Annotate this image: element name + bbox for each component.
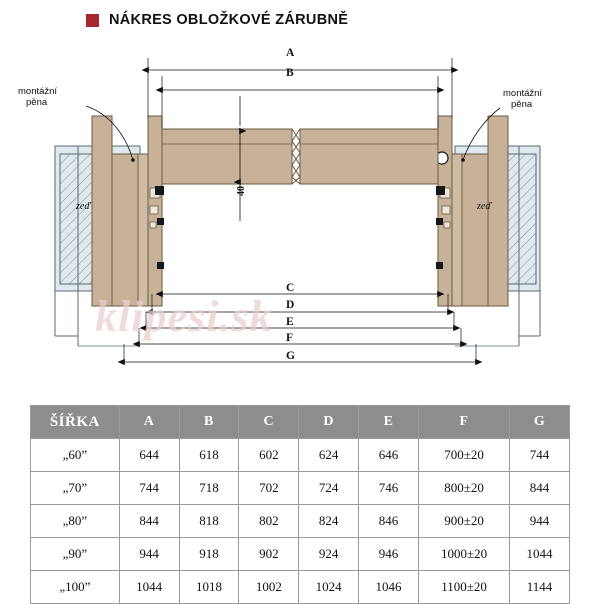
cell-sirka: „100” [31,571,120,604]
cell-f: 800±20 [418,472,509,505]
cell-b: 918 [179,538,239,571]
cell-b: 718 [179,472,239,505]
dimension-G [124,344,476,364]
table-header-d: D [299,406,359,439]
cell-d: 624 [299,439,359,472]
cell-f: 1100±20 [418,571,509,604]
cell-sirka: „60” [31,439,120,472]
dimensions-table [30,405,570,604]
table-header-g: G [510,406,570,439]
cell-a: 744 [119,472,179,505]
cell-d: 824 [299,505,359,538]
dimension-A [148,58,452,118]
cell-f: 700±20 [418,439,509,472]
dimension-letter-G: G [286,350,295,362]
dimension-C [162,291,438,298]
frame-right [436,116,508,306]
table-row [31,571,570,604]
table-header-e: E [359,406,419,439]
table-row [31,472,570,505]
cell-b: 1018 [179,571,239,604]
cell-d: 924 [299,538,359,571]
cell-g: 944 [510,505,570,538]
table-header-a: A [119,406,179,439]
dimension-letter-A: A [286,47,295,59]
cell-c: 702 [239,472,299,505]
dimension-letter-E: E [286,316,294,328]
foam-label-left-line1: montážní [18,86,58,97]
dimension-B [162,76,438,128]
cell-d: 1024 [299,571,359,604]
cell-b: 618 [179,439,239,472]
cell-c: 902 [239,538,299,571]
cell-f: 900±20 [418,505,509,538]
cell-b: 818 [179,505,239,538]
foam-label-left-line2: pěna [26,97,48,108]
table-row [31,439,570,472]
cell-c: 602 [239,439,299,472]
dimension-letter-D: D [286,299,295,311]
table-row [31,505,570,538]
cell-f: 1000±20 [418,538,509,571]
table-header-b: B [179,406,239,439]
cell-e: 946 [359,538,419,571]
cell-a: 644 [119,439,179,472]
cell-sirka: „90” [31,538,120,571]
wall-label-right: zeď [477,201,492,212]
title-marker-icon [86,14,99,27]
cell-e: 846 [359,505,419,538]
cell-sirka: „70” [31,472,120,505]
door-leaf-section [162,129,438,184]
dimension-F [139,328,461,346]
cell-a: 944 [119,538,179,571]
cell-e: 1046 [359,571,419,604]
table-header-row [31,406,570,439]
cell-g: 1144 [510,571,570,604]
foam-label-right [503,88,542,110]
cell-e: 646 [359,439,419,472]
page-title [86,12,348,28]
dimension-E [146,312,454,330]
dimension-letter-F: F [286,332,294,344]
technical-drawing [0,36,600,396]
cell-g: 844 [510,472,570,505]
table-header-c: C [239,406,299,439]
page-title-label: NÁKRES OBLOŽKOVÉ ZÁRUBNĚ [109,12,349,28]
foam-label-left [18,86,57,108]
table-header-f: F [418,406,509,439]
cell-e: 746 [359,472,419,505]
cell-c: 802 [239,505,299,538]
cell-c: 1002 [239,571,299,604]
cell-g: 1044 [510,538,570,571]
dimension-letter-B: B [286,67,294,79]
thickness-label-40: 40 [236,186,247,196]
dimension-D [152,294,448,314]
table-row [31,538,570,571]
cell-sirka: „80” [31,505,120,538]
cell-a: 1044 [119,571,179,604]
foam-label-right-line2: pěna [511,99,533,110]
cell-a: 844 [119,505,179,538]
foam-label-right-line1: montážní [503,88,543,99]
watermark: klipesi.sk [95,292,273,341]
frame-left [92,116,164,306]
dimension-letter-C: C [286,282,295,294]
cell-g: 744 [510,439,570,472]
wall-label-left: zeď [76,201,91,212]
cell-d: 724 [299,472,359,505]
table-header-sirka: ŠÍŘKA [31,406,120,439]
